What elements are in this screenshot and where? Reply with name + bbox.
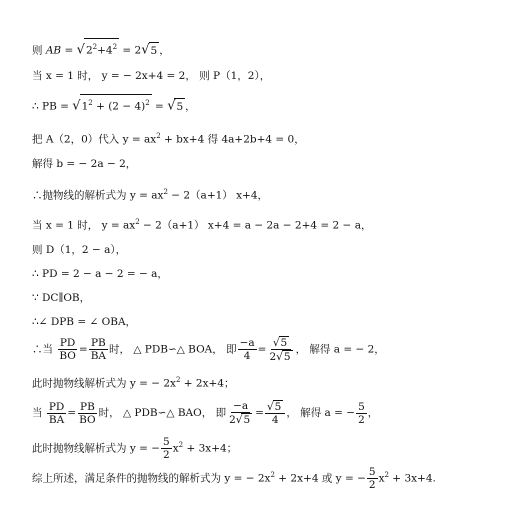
text: + (2 − 4) <box>92 100 146 113</box>
radical: √ <box>72 98 81 114</box>
radical: √ <box>272 337 280 349</box>
radical: √ <box>76 42 85 58</box>
text: 当 x = 1 时， y = ax <box>32 219 136 232</box>
text: 时， △ PDB∽△ BOA， 即 <box>109 343 237 356</box>
fraction <box>356 401 367 426</box>
radicand: 5 <box>283 351 291 363</box>
radical: √ <box>235 414 243 426</box>
text: ∴ PB = <box>32 100 73 113</box>
line-d <box>32 242 126 258</box>
radical: √ <box>276 351 283 363</box>
fraction <box>227 400 254 426</box>
radicand: 5 <box>274 401 282 413</box>
text: + bx+4 得 4a+2b+4 = 0， <box>160 133 305 146</box>
text: x <box>172 442 179 455</box>
text: ， 解得 a = − <box>286 407 356 419</box>
radicand <box>84 38 119 59</box>
radicand: 5 <box>243 414 251 426</box>
text: 2 <box>269 351 277 363</box>
line-result2 <box>32 436 237 461</box>
text: 综上所述，满足条件的抛物线的解析式为 y = − 2x <box>32 472 271 485</box>
text: ∴当 <box>32 343 53 356</box>
numerator: PD <box>48 400 65 413</box>
numerator: PB <box>90 337 106 349</box>
fraction <box>77 401 98 426</box>
denominator: BA <box>90 350 106 362</box>
line-solve-b <box>32 156 136 172</box>
fraction <box>161 436 172 461</box>
line-pd <box>32 266 168 282</box>
line-case2: 当 $\frac{PD}{BA}$ = $\frac{PB}{BO}$ 时， △ PDB∽△ BAO， 即 $\frac{-a}{2√5}$ = $\frac{√5}{4}$ ， 解得 a = − $\frac{5}{2}$ ， <box>32 400 379 426</box>
fraction <box>89 337 108 362</box>
radicand: 5 <box>174 98 185 115</box>
text: 解得 b = − 2a − 2， <box>32 158 137 170</box>
denominator: BO <box>79 413 96 426</box>
line-parabola <box>32 184 268 204</box>
text: 1 <box>81 100 89 113</box>
text: 2 <box>135 218 140 226</box>
text: ∴抛物线的解析式为 y = ax <box>32 189 164 202</box>
denominator: BO <box>59 350 76 362</box>
text: − 2（a+1） x+4 = a − 2a − 2+4 = 2 − a， <box>139 219 372 232</box>
text: 2 <box>112 43 118 51</box>
numerator: PD <box>59 337 76 349</box>
line-substitute-a <box>32 128 305 148</box>
radical: √ <box>141 42 150 58</box>
text: ， <box>367 407 379 419</box>
text: + 3x+4； <box>183 442 238 455</box>
denominator: 4 <box>243 350 251 362</box>
text: ， <box>159 44 170 57</box>
text: ， 解得 a = − 2， <box>295 343 385 356</box>
line-ab <box>32 38 170 59</box>
radicand <box>80 94 152 115</box>
radical: √ <box>167 98 176 114</box>
text: 则 D（1，2 − a）， <box>32 244 127 256</box>
denominator <box>227 413 254 426</box>
line-conclusion <box>32 466 436 491</box>
fraction <box>265 400 285 426</box>
fraction <box>367 466 378 491</box>
denominator: 2 <box>358 413 365 426</box>
text: 2 <box>156 132 161 140</box>
text: 2 <box>178 441 184 449</box>
text: + 2x+4； <box>180 377 235 390</box>
text: 把 A（2，0）代入 y = ax <box>32 133 157 146</box>
radicand: 5 <box>280 337 288 349</box>
text: 则 <box>32 44 46 57</box>
numerator: 5 <box>368 466 376 478</box>
numerator <box>271 336 291 350</box>
text: ， <box>185 100 196 113</box>
text: x <box>378 472 385 485</box>
line-parallel <box>32 290 90 306</box>
text: + 2x+4 或 y = − <box>274 472 366 485</box>
text: 2 <box>270 471 275 479</box>
text: + 3x+4. <box>388 472 436 485</box>
line-case1: ∴当 $\frac{PD}{BO}$ = $\frac{PB}{BA}$ 时， △ PDB∽△ BOA， 即 $\frac{-a}{4}$ = $\frac{√5}{2√5}$ ， 解得 a = − 2， <box>32 337 385 363</box>
text: 2 <box>145 99 150 107</box>
denominator <box>267 350 294 363</box>
text: + <box>97 44 106 57</box>
text: = <box>151 100 168 113</box>
text: 2 <box>229 414 236 426</box>
line-angle <box>32 314 136 330</box>
denominator: BA <box>48 413 65 426</box>
fraction <box>47 401 66 426</box>
text: 2 <box>88 99 93 107</box>
radicand: 5 <box>149 42 160 59</box>
text: 2 <box>384 471 389 479</box>
text: 当 <box>32 407 43 419</box>
fraction <box>267 336 294 363</box>
fraction <box>57 337 78 362</box>
text: 此时抛物线解析式为 y = − <box>32 442 161 455</box>
text: 2 <box>85 44 93 57</box>
numerator <box>265 400 285 414</box>
fraction <box>238 337 257 362</box>
text: 当 x = 1 时， y = − 2x+4 = 2， 则 P（1，2）， <box>32 70 271 82</box>
text: = <box>61 44 77 57</box>
text: ∴ PD = 2 − a − 2 = − a， <box>32 268 168 280</box>
text: 4 <box>105 44 113 57</box>
numerator: 5 <box>358 400 365 413</box>
numerator: 5 <box>163 436 170 448</box>
denominator: 2 <box>368 479 376 491</box>
text: 2 <box>92 43 98 51</box>
text: 2 <box>175 376 181 384</box>
numerator: PB <box>80 400 95 413</box>
numerator: −a <box>233 400 249 412</box>
line-x1 <box>32 214 371 234</box>
line-p <box>32 68 270 84</box>
text: ∴∠ DPB = ∠ OBA， <box>32 316 137 328</box>
denominator: 2 <box>163 449 170 461</box>
text: 2 <box>163 188 168 196</box>
radical: √ <box>266 401 274 413</box>
text: ∵ DC∥OB， <box>32 292 91 304</box>
text: − 2（a+1） x+4， <box>167 189 269 202</box>
line-pb <box>32 94 196 115</box>
text: = 2 <box>119 44 142 57</box>
line-result1 <box>32 372 235 392</box>
text: 时， △ PDB∽△ BAO， 即 <box>98 407 227 419</box>
denominator: 4 <box>271 414 279 426</box>
numerator: −a <box>239 337 255 349</box>
text: 此时抛物线解析式为 y = − 2x <box>32 377 176 390</box>
var-ab: AB <box>45 44 62 57</box>
